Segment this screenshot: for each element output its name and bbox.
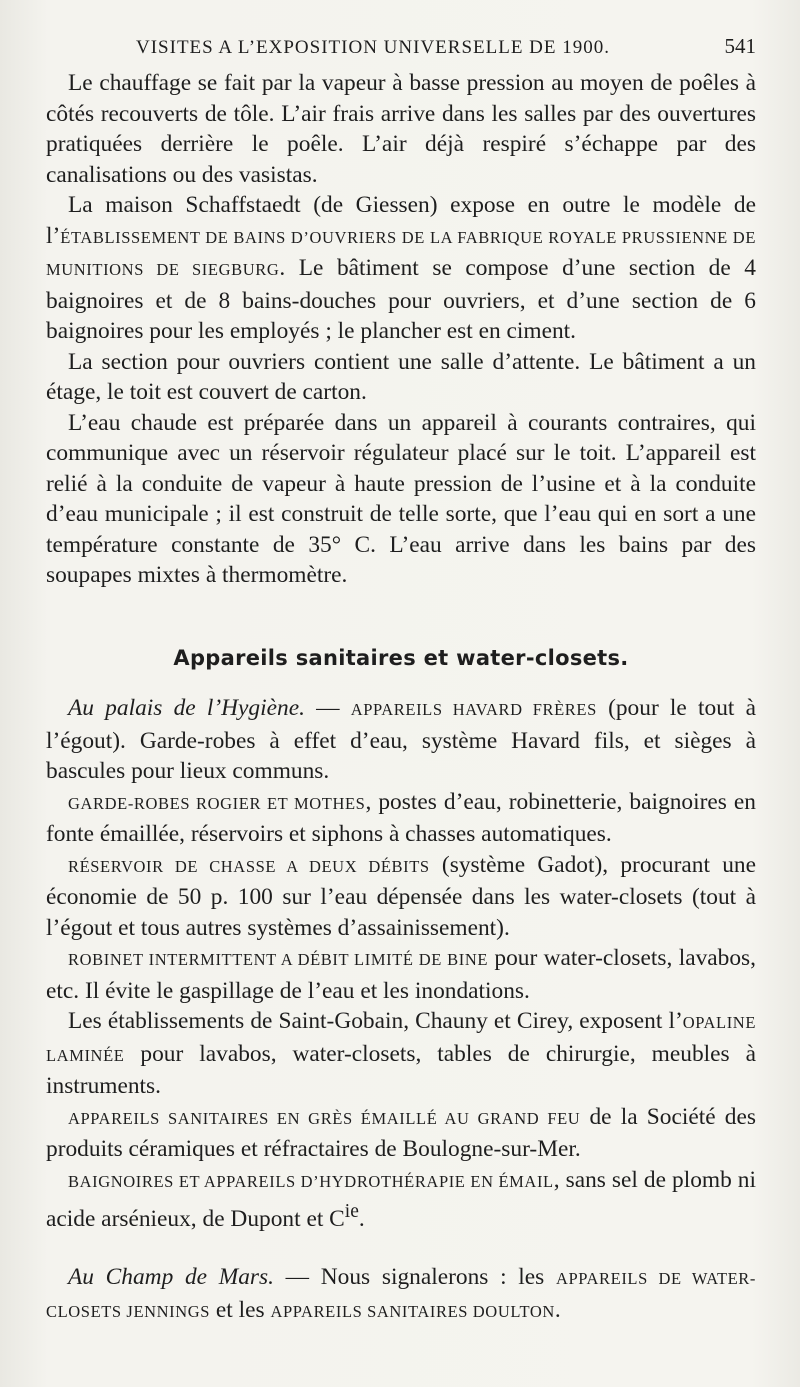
entry-champ-de-mars: Au Champ de Mars. — Nous signalerons : les APPAREILS DE WATER-CLOSETS JENNINGS et les APPAREILS SANITAIRES DOULTON. bbox=[46, 1264, 757, 1323]
entry-rogier-mothes: GARDE-ROBES ROGIER ET MOTHES, postes d’eau, robinetterie, baignoires en fonte émaillée, réservoirs et siphons à chasses automatiques. bbox=[46, 788, 757, 847]
paragraph-workers-section: La section pour ouvriers contient une salle d’attente. Le bâtiment a un étage, le toit est couvert de carton. bbox=[46, 348, 756, 405]
paragraph-schaffstaedt: La maison Schaffstaedt (de Giessen) expose en outre le modèle de l’ÉTABLISSEMENT DE BAINS D’OUVRIERS DE LA FABRIQUE ROYALE PRUSSIENNE DE MUNITIONS DE SIEGBURG. Le bâtiment se compose d’une section de 4 baignoires et de 8 bains-douches pour ouvriers, et d’une section de 6 baignoires pour les employés ; le plancher est en ciment. bbox=[46, 192, 757, 344]
entry-gres-emaille: APPAREILS SANITAIRES EN GRÈS ÉMAILLÉ AU GRAND FEU de la Société des produits céramiques et réfractaires de Boulogne-sur-Mer. bbox=[46, 1103, 756, 1162]
section-title: Appareils sanitaires et water-closets. bbox=[173, 645, 629, 670]
paragraph-hot-water: L’eau chaude est préparée dans un appareil à courants contraires, qui communique avec un réservoir régulateur placé sur le toit. L’appareil est relié à la conduite de vapeur à haute pression de l’usine et à la conduite d’eau municipale ; il est construit de telle sorte, que l’eau qui en sort a une température constante de 35° C. L’eau arrive dans les bains par des soupapes mixtes à thermomètre. bbox=[46, 409, 756, 588]
running-head bbox=[136, 34, 756, 62]
body-text bbox=[46, 68, 756, 1327]
entry-havard: Au palais de l’Hygiène. — APPAREILS HAVARD FRÈRES (pour le tout à l’égout). Garde-robes à effet d’eau, système Havard fils, et sièges à bascules pour lieux communs. bbox=[46, 695, 756, 784]
small-caps-establishment: ÉTABLISSEMENT DE BAINS D’OUVRIERS DE LA FABRIQUE ROYALE PRUSSIENNE DE MUNITIONS DE SIEGBURG bbox=[46, 227, 756, 279]
entry-reservoir-gadot: RÉSERVOIR DE CHASSE A DEUX DÉBITS (système Gadot), procurant une économie de 50 p. 100 sur l’eau dépensée dans les water-closets (tout à l’égout et tous autres systèmes d’assainissement). bbox=[46, 851, 756, 941]
running-head-title: VISITES A L’EXPOSITION UNIVERSELLE DE 1900. bbox=[136, 37, 611, 58]
page-number: 541 bbox=[724, 34, 756, 58]
entry-saint-gobain: Les établissements de Saint-Gobain, Chauny et Cirey, exposent l’OPALINE LAMINÉE pour lavabos, water-closets, tables de chirurgie, meubles à instruments. bbox=[46, 1008, 756, 1099]
paragraph-heating: Le chauffage se fait par la vapeur à basse pression au moyen de poêles à côtés recouverts de tôle. L’air frais arrive dans les salles par des ouvertures pratiquées derrière le poêle. L’air déjà respiré s’échappe par des canalisations ou des vasistas. bbox=[46, 70, 756, 188]
entry-baignoires-dupont: BAIGNOIRES ET APPAREILS D’HYDROTHÉRAPIE EN ÉMAIL, sans sel de plomb ni acide arsénieux, de Dupont et $C^{ie}$. bbox=[46, 1166, 757, 1232]
entry-robinet-bine: ROBINET INTERMITTENT A DÉBIT LIMITÉ DE BINE pour water-closets, lavabos, etc. Il évite le gaspillage de l’eau et les inondations. bbox=[46, 945, 756, 1004]
